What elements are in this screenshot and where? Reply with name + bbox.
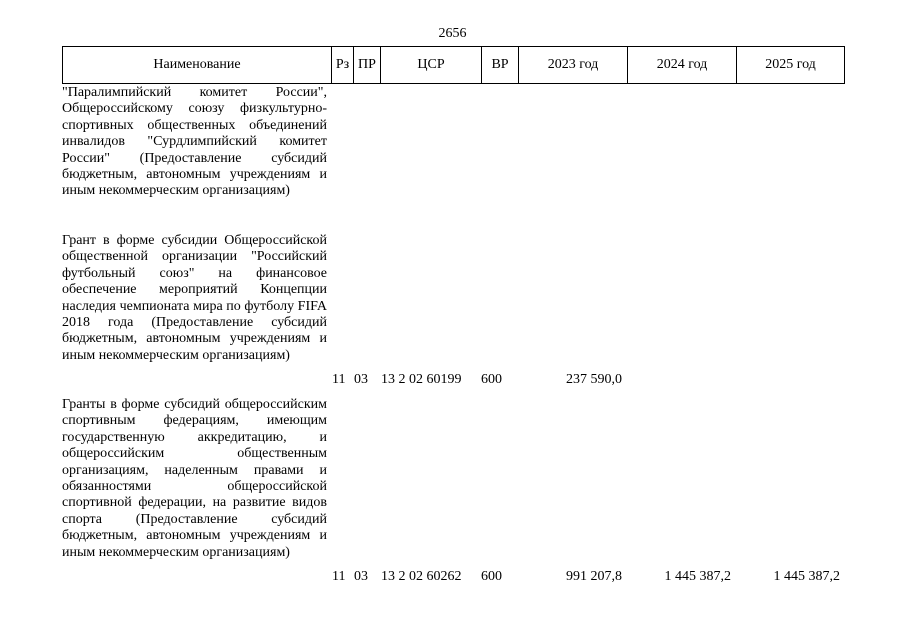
row-name: Грант в форме субсидии Общероссийской общественной организации "Российский футбольный союз" на финансовое обеспечение мероприятий Концепции наследия чемпионата мира по футболу FIFA 2018 года (Предоставление субсидий бюджетным, автономным учреждениям и иным некоммерческим организациям) (62, 233, 327, 363)
header-pr: ПР (354, 47, 381, 83)
page-number: 2656 (438, 26, 467, 41)
header-name: Наименование (63, 47, 332, 83)
row-2024: 1 445 387,2 (664, 569, 731, 584)
row-2023: 991 207,8 (566, 569, 622, 584)
row-pr: 03 (354, 372, 368, 387)
row-name: Гранты в форме субсидий общероссийским спортивным федерациям, имеющим государственную аккредитацию, и общероссийским общественным организациям, наделенным правами и обязанностями общероссийской спортивной федерации, на развитие видов спорта (Предоставление субсидий бюджетным, автономным учреждениям и иным некоммерческим организациям) (62, 397, 327, 560)
row-2025: 1 445 387,2 (773, 569, 840, 584)
header-rz: Рз (332, 47, 354, 83)
table-header (62, 46, 845, 84)
header-vr: ВР (482, 47, 519, 83)
row-rz: 11 (332, 569, 346, 584)
header-2024: 2024 год (628, 47, 737, 83)
row-vr: 600 (481, 372, 502, 387)
header-2023: 2023 год (519, 47, 628, 83)
header-2025: 2025 год (765, 57, 816, 72)
row-2023: 237 590,0 (566, 372, 622, 387)
row-name: "Паралимпийский комитет России", Общероссийскому союзу физкультурно-спортивных общественных объединений инвалидов "Сурдлимпийский комитет России" (Предоставление субсидий бюджетным, автономным учреждениям и иным некоммерческим организациям) (62, 85, 327, 199)
row-pr: 03 (354, 569, 368, 584)
row-csr: 13 2 02 60262 (381, 569, 462, 584)
row-rz: 11 (332, 372, 346, 387)
header-csr: ЦСР (381, 47, 482, 83)
row-vr: 600 (481, 569, 502, 584)
row-csr: 13 2 02 60199 (381, 372, 462, 387)
